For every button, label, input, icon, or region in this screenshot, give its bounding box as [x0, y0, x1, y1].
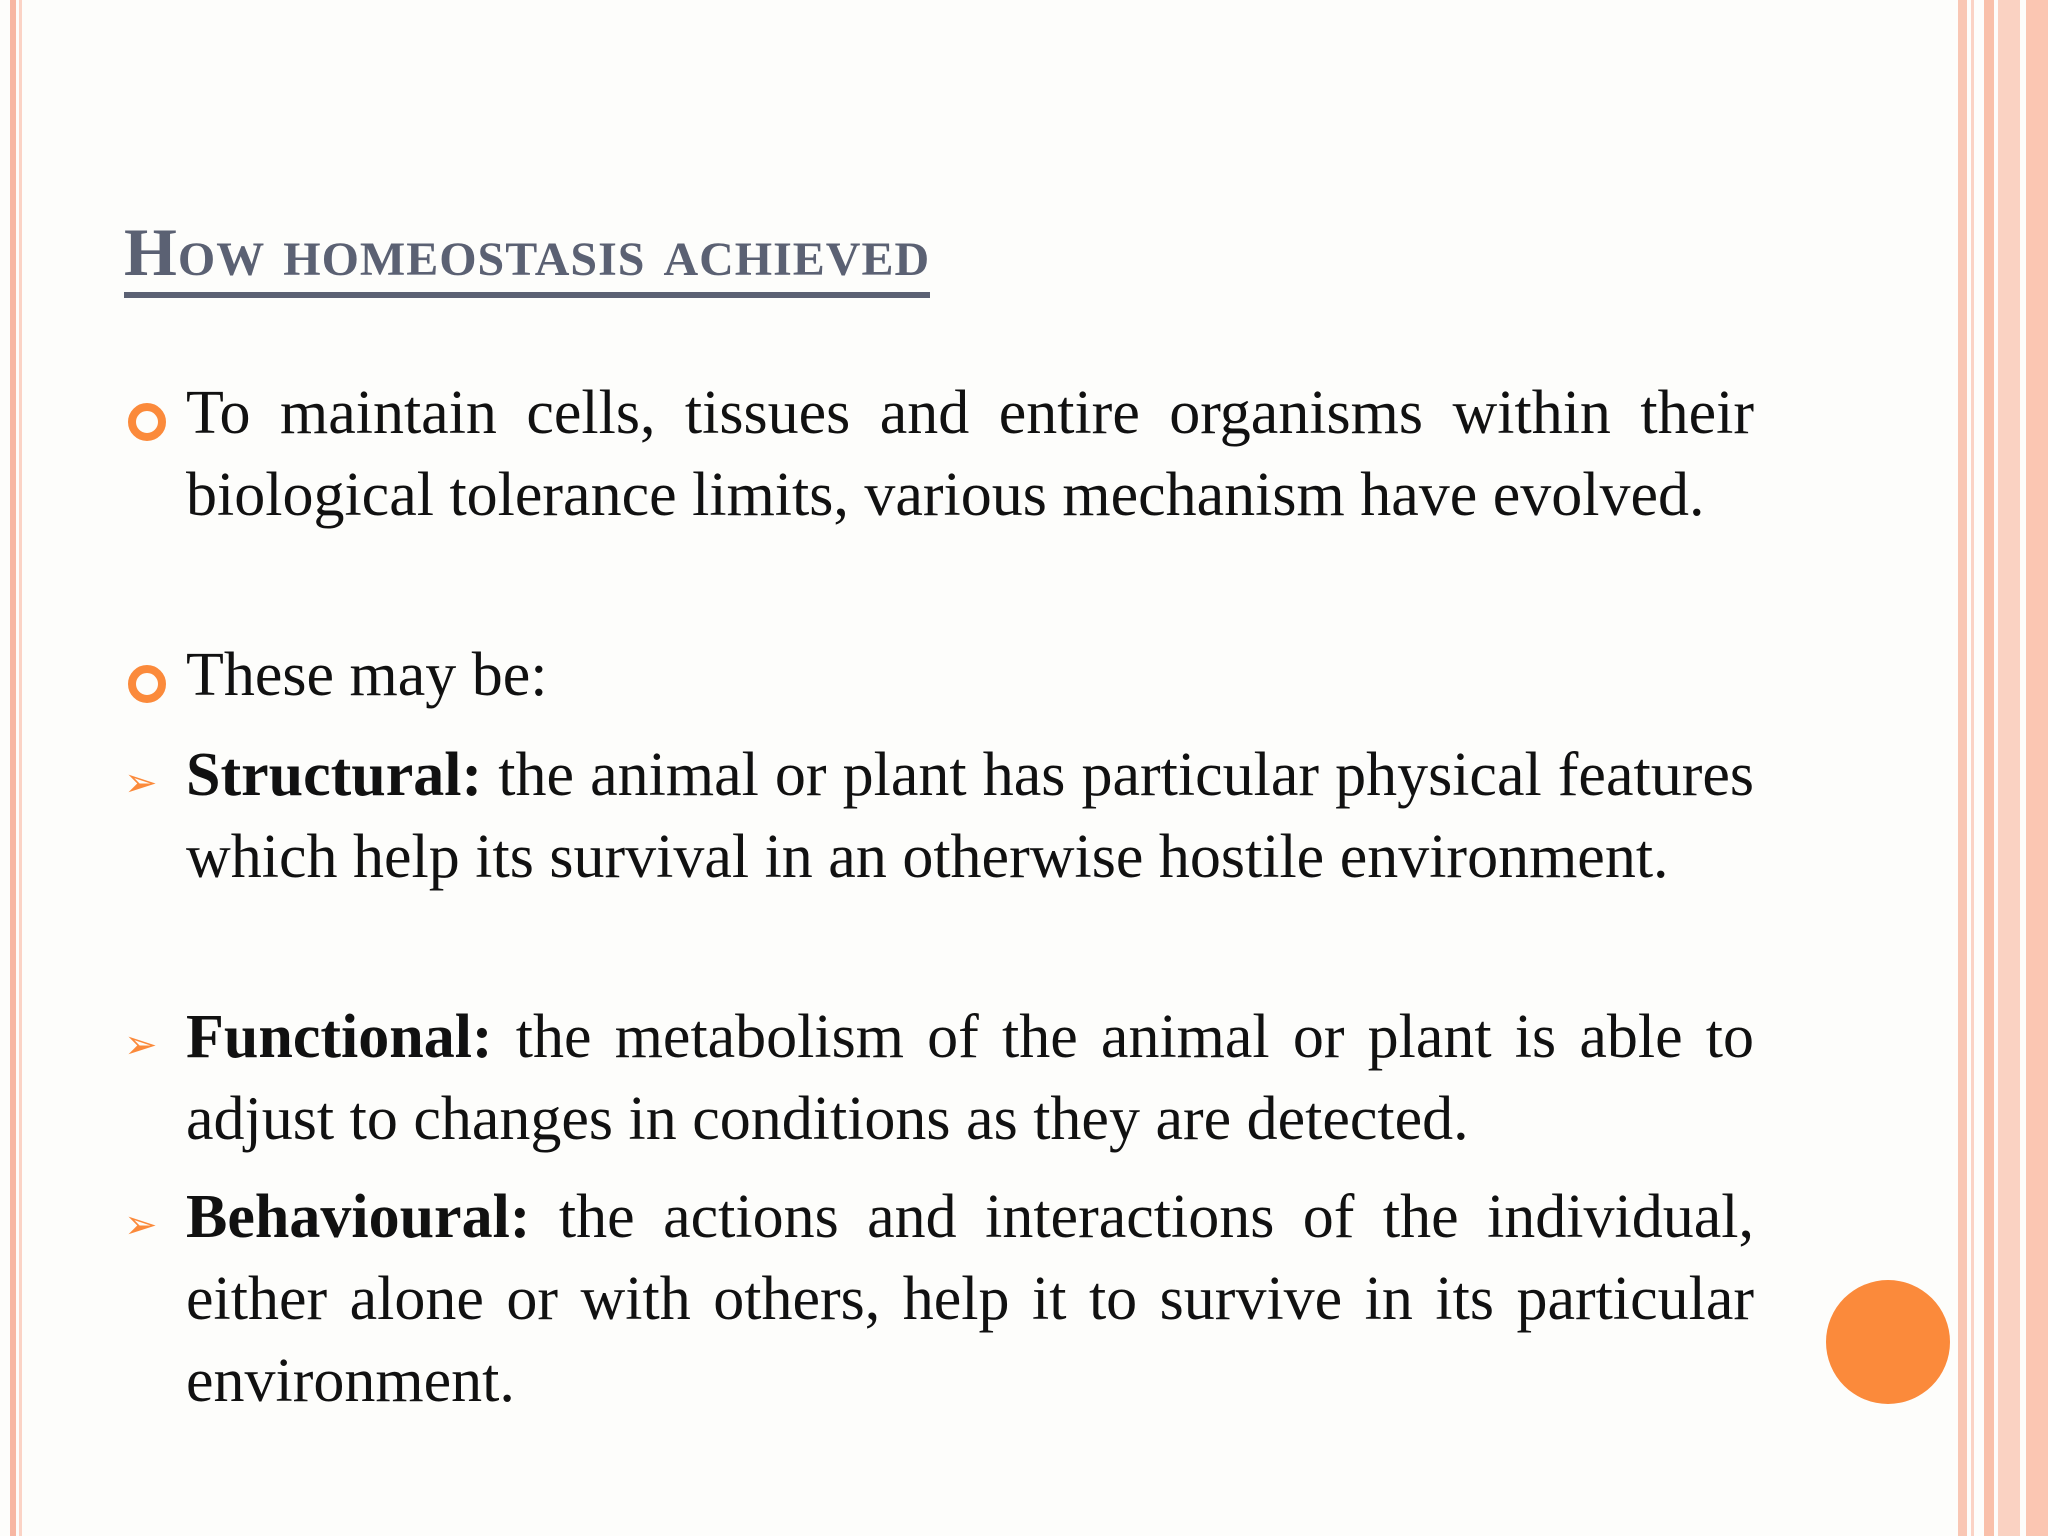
bullet-item [186, 734, 1754, 898]
bullet-item [186, 634, 1754, 716]
bullet-term: Behavioural: [186, 1183, 531, 1251]
slide-title: How homeostasis achieved [124, 212, 930, 298]
arrow-bullet-icon: ➢ [124, 760, 158, 806]
bullet-item [186, 1176, 1754, 1422]
arrow-bullet-icon: ➢ [124, 1202, 158, 1248]
bullet-text: the actions and interactions of the individual, either alone or with others, help it to survive in its particular environment. [186, 1183, 1754, 1415]
bullet-item [186, 372, 1754, 536]
circle-bullet-icon [128, 403, 166, 441]
arrow-bullet-icon: ➢ [124, 1022, 158, 1068]
bullet-text: the animal or plant has particular physical features which help its survival in an otherwise hostile environment. [186, 741, 1754, 891]
bullet-term: Functional: [186, 1003, 493, 1071]
bullet-term: Structural: [186, 741, 483, 809]
bullet-text: To maintain cells, tissues and entire organisms within their biological tolerance limits, various mechanism have evolved. [186, 379, 1754, 529]
bullet-text: the metabolism of the animal or plant is able to adjust to changes in conditions as they are detected. [186, 1003, 1754, 1153]
circle-bullet-icon [128, 665, 166, 703]
bullet-item [186, 996, 1754, 1160]
bullet-text: These may be: [186, 641, 548, 709]
accent-circle [1826, 1280, 1950, 1404]
